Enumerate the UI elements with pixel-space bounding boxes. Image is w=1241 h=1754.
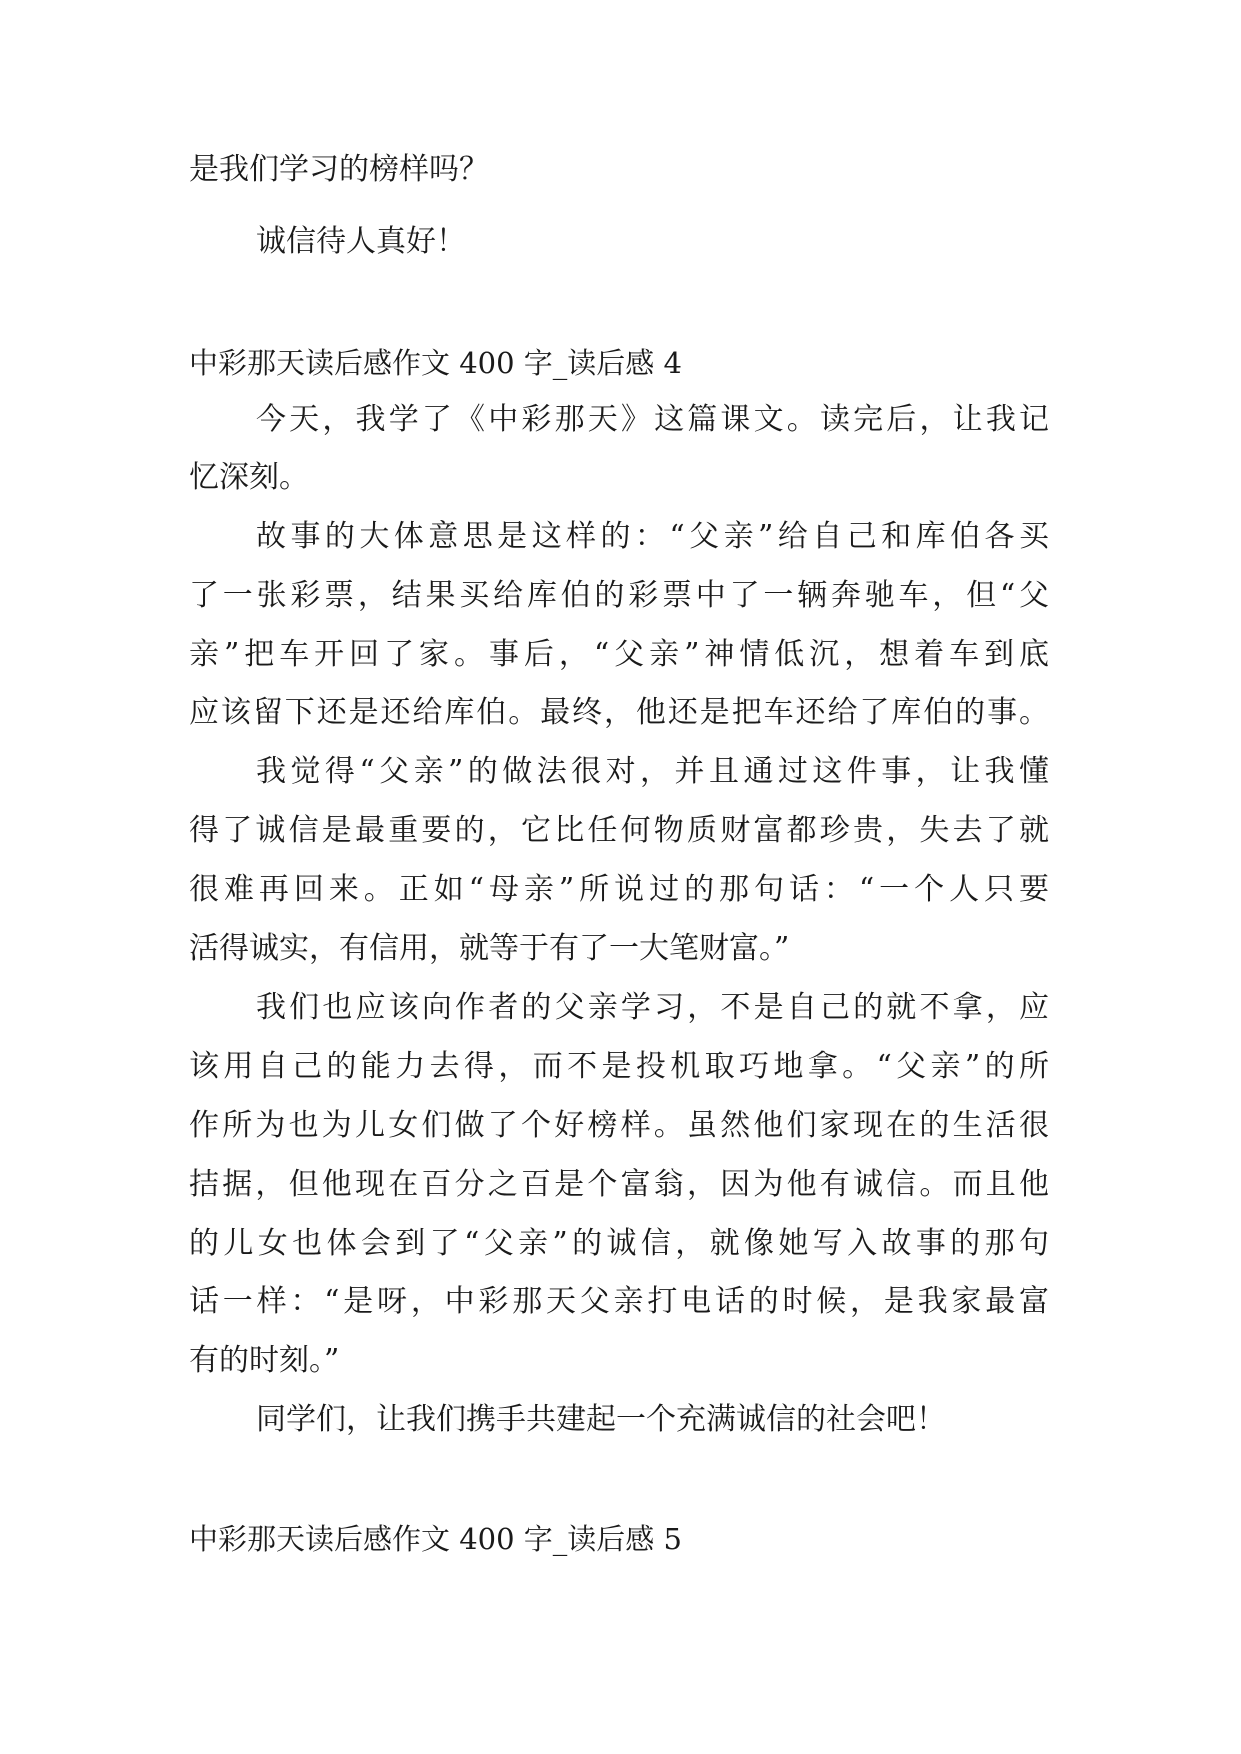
section-heading: 中彩那天读后感作文 400 字_读后感 4 [189,346,682,380]
text-line: 有的时刻。” [189,1343,340,1378]
text-line: 同学们，让我们携手共建起一个充满诚信的社会吧！ [256,1402,946,1437]
text-line: 忆深刻。 [189,460,309,495]
text-line: 今天，我学了《中彩那天》这篇课文。读完后，让我记 [256,402,1049,437]
section-heading: 中彩那天读后感作文 400 字_读后感 5 [189,1522,682,1556]
text-line: 是我们学习的榜样吗？ [189,152,489,187]
text-line: 我们也应该向作者的父亲学习，不是自己的就不拿，应 [256,990,1049,1025]
text-line: 的儿女也体会到了“父亲”的诚信，就像她写入故事的那句 [189,1226,1049,1261]
text-line: 该用自己的能力去得，而不是投机取巧地拿。“父亲”的所 [189,1049,1049,1084]
text-line: 作所为也为儿女们做了个好榜样。虽然他们家现在的生活很 [189,1108,1049,1143]
text-line: 了一张彩票，结果买给库伯的彩票中了一辆奔驰车，但“父 [189,578,1049,613]
text-line: 活得诚实，有信用，就等于有了一大笔财富。” [189,931,790,966]
text-line: 拮据，但他现在百分之百是个富翁，因为他有诚信。而且他 [189,1167,1049,1202]
text-line: 诚信待人真好！ [256,224,466,259]
text-line: 应该留下还是还给库伯。最终，他还是把车还给了库伯的事。 [189,695,1049,730]
text-line: 亲”把车开回了家。事后，“父亲”神情低沉，想着车到底 [189,637,1049,672]
text-line: 故事的大体意思是这样的：“父亲”给自己和库伯各买 [256,519,1049,554]
text-line: 很难再回来。正如“母亲”所说过的那句话：“一个人只要 [189,872,1049,907]
text-line: 我觉得“父亲”的做法很对，并且通过这件事，让我懂 [256,754,1049,789]
text-line: 得了诚信是最重要的，它比任何物质财富都珍贵，失去了就 [189,813,1049,848]
text-line: 话一样：“是呀，中彩那天父亲打电话的时候，是我家最富 [189,1284,1049,1319]
